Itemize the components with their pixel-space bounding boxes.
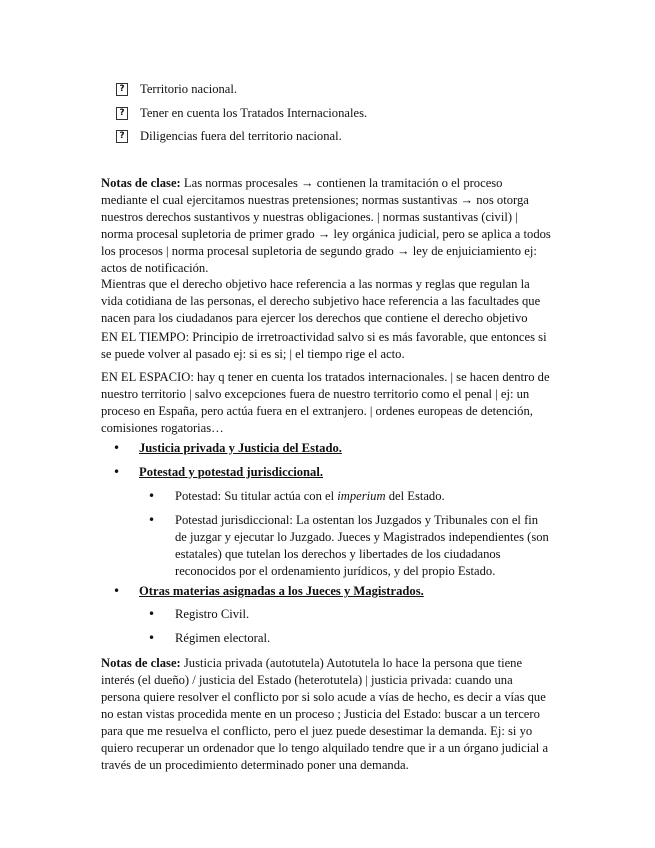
- sub-item: • Registro Civil.: [148, 606, 553, 630]
- class-notes-text: Justicia privada (autotutela) Autotutela lo hace la persona que tiene interés (el dueño) / justicia del Estado (heterotutela) | justicia privada: cuando una persona quiere resolver el conflicto por si solo acude a vías de hecho, es decir a vías que no estan vistas procedida mente en un proceso ; Justicia del Estado: buscar a un tercero para que me resuelva el conflicto, pero el juez puede desestimar la demanda. Ej: si yo quiero recuperar un ordenador que lo tengo alquilado tendre que ir a un órgano judicial a través de un procedimiento determinado poner una demanda.: [101, 656, 549, 772]
- list-item: [116, 102, 367, 126]
- territory-list: [116, 78, 367, 149]
- bullet-item: [113, 440, 553, 464]
- class-notes-label: Notas de clase:: [101, 656, 181, 670]
- missing-glyph-icon: ?: [116, 130, 128, 143]
- bullet-title: Justicia privada y Justicia del Estado.: [139, 441, 342, 455]
- otras-sublist: [148, 606, 553, 653]
- missing-glyph-icon: ?: [116, 83, 128, 96]
- objective-right-paragraph: Mientras que el derecho objetivo hace referencia a las normas y reglas que regulan la vida cotidiana de las personas, el derecho subjetivo hace referencia a las facultades que nacen para los ciudadanos para ejercer los derechos que contiene el derecho objetivo: [101, 277, 541, 325]
- potestad-sublist: [148, 488, 553, 580]
- list-item-text: Territorio nacional.: [140, 82, 238, 97]
- bullet-title: Potestad y potestad jurisdiccional.: [139, 464, 324, 479]
- bullet-list: [113, 440, 553, 487]
- bullet-list: [113, 583, 553, 607]
- list-item-text: Diligencias fuera del territorio nacional.: [140, 129, 342, 144]
- list-item: [116, 78, 367, 102]
- sub-item: • Régimen electoral.: [148, 630, 553, 654]
- class-notes-label: Notas de clase:: [101, 176, 181, 190]
- class-notes-text: Las normas procesales → contienen la tramitación o el proceso mediante el cual ejercitamos nuestras pretensiones; normas sustantivas → nos otorga nuestros derechos sustantivos y nuestras obligaciones. | normas sustantivas (civil) | norma procesal supletoria de primer grado → ley orgánica judicial, pero se aplica a todos los procesos | norma procesal supletoria de segundo grado → ley de enjuiciamiento ej: actos de notificación.: [101, 176, 551, 275]
- missing-glyph-icon: ?: [116, 107, 128, 120]
- space-paragraph: EN EL ESPACIO: hay q tener en cuenta los tratados internacionales. | se hacen dentro de nuestro territorio | salvo excepciones fuera de nuestro territorio como el penal | ej: un proceso en España, pero actúa fuera en el extranjero. | ordenes europeas de detención, comisiones rogatorias…: [101, 370, 550, 435]
- list-item: [116, 125, 367, 149]
- class-notes-paragraph: [101, 175, 551, 277]
- bullet-item: [113, 464, 553, 488]
- bullet-title: Otras materias asignadas a los Jueces y Magistrados.: [139, 584, 424, 598]
- time-paragraph: EN EL TIEMPO: Principio de irretroactividad salvo si es más favorable, que entonces si se puede volver al pasado ej: si es si; | el tiempo rige el acto.: [101, 330, 547, 361]
- sub-item: • Potestad: Su titular actúa con el imperium del Estado.: [148, 488, 553, 505]
- class-notes-paragraph: [101, 655, 551, 774]
- list-item-text: Tener en cuenta los Tratados Internacionales.: [140, 105, 368, 120]
- sub-item: • Potestad jurisdiccional: La ostentan los Juzgados y Tribunales con el fin de juzgar y ejecutar lo Juzgado. Jueces y Magistrados independientes (son estatales) que tutelan los derechos y libertades de los ciudadanos reconocidos por el ordenamiento jurídicos, y del propio Estado.: [148, 512, 553, 580]
- imperium-term: imperium: [337, 489, 386, 503]
- bullet-item: [113, 583, 553, 607]
